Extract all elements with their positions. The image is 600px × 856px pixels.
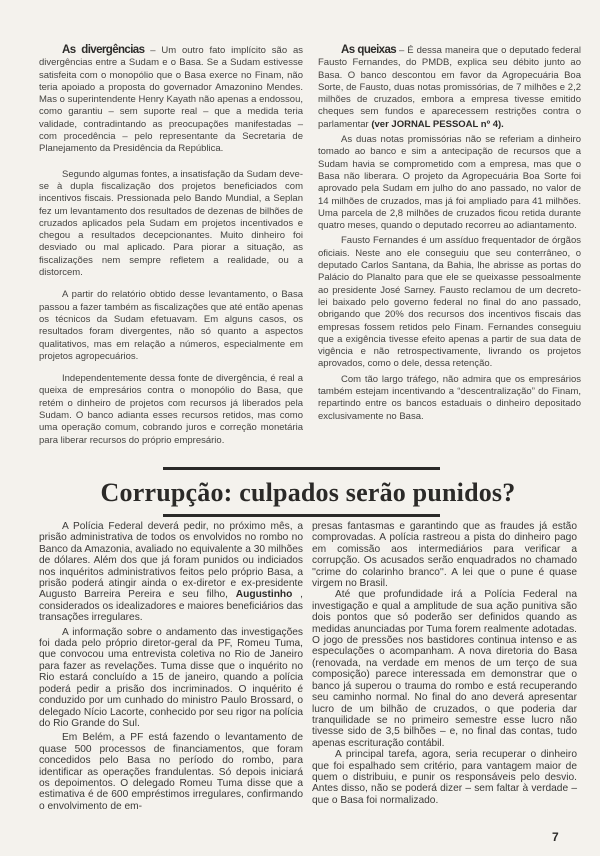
article-title: Corrupção: culpados serão punidos? — [100, 478, 516, 507]
article-column-left — [39, 521, 303, 812]
paragraph-text: , considerados os idealizadores e maiores beneficiários das transações irregulares. — [39, 589, 303, 624]
paragraph: A principal tarefa, agora, seria recuperar o dinheiro que foi espalhado sem critério, para vantagem maior de quem o distribuiu, e punir os responsáveis pelo desvio. Antes disso, não se poderá dizer – sem faltar à verdade – que o Basa foi normalizado. — [312, 749, 577, 806]
paragraph-text: A Polícia Federal deverá pedir, no próximo mês, a prisão administrativa de todos os envolvidos no rombo no Banco da Amazonia, avaliado no equivalente a 30 milhões de dólares. Além dos que já foram punidos ou indiciados nos inquéritos administrativos feitos pelo próprio Basa, a prisão poderá atingir ainda o ex-diretor e ex-presidente Augusto Barreira Pereira e seu filho, — [39, 521, 303, 601]
page-number: 7 — [552, 830, 559, 844]
paragraph: Com tão largo tráfego, não admira que os empresários também estejam incentivando a “descentralização” do Finam, repartindo entre os bancos estaduais o dinheiro depositado exclusivamente no Basa. — [318, 373, 581, 422]
paragraph: Até que profundidade irá a Polícia Federal na investigação e qual a amplitude de sua ação punitiva são dois pontos que só poderão ser definidos quando as medidas anunciadas por Tuma forem realmente adotadas. O jogo de pressões nos bastidores continua intenso e as especulações o acompanham. A nova diretoria do Basa (renovada, na verdade em menos de um terço de sua composição) parece interessada em demonstrar que o banco já superou o trauma do rombo e está recuperando seu caminho normal. No final do ano deverá apresentar lucro de um bilhão de cruzados, o que poderia dar tranquilidade se no primeiro semestre esse lucro não tivesse sido de 3,5 bilhões – e, no final das contas, tudo apenas escrituração contábil. — [312, 589, 577, 749]
section-lead-queixas: As queixas — [341, 44, 397, 56]
divider-rule — [163, 467, 440, 470]
divider-rule — [163, 514, 440, 517]
bold-name: Augustinho — [235, 589, 293, 601]
paragraph: Independentemente dessa fonte de divergência, é real a queixa de empresários contra o monopólio do Basa, que retém o dinheiro de projetos com recursos já liberados pela Sudam. O banco adianta esses recursos retidos, mas como uma operação comum, cobrando juros e correção monetária para liberar recursos do próprio empresário. — [39, 373, 303, 446]
paragraph: Fausto Fernandes é um assíduo frequentador de órgãos oficiais. Neste ano ele conseguiu que seu conterrâneo, o deputado Carlos Santana, da Bahia, lhe abrisse as portas do Palácio do Planalto para que ele se queixasse pessoalmente ao presidente José Sarney. Fausto reclamou de um decreto-lei baixado pelo governo federal no final do ano passado, obrigando que 20% dos recursos dos incentivos fiscais das empresas fossem retidos pelo Finam. Fernandes conseguiu que a exigência tivesse efeito apenas a partir de sua data de vigência e não retrospectivamente, livrando os projetos aprovados, como o dele, dessa retenção. — [318, 235, 581, 370]
paragraph: presas fantasmas e garantindo que as fraudes já estão comprovadas. A polícia rastreou a pista do dinheiro pago em comissão aos intermediários para verificar a corrupção. Os acusados serão enquadrados no chamado ''crime do colarinho branco''. A lei que o pune é quase virgem no Brasil. — [312, 521, 577, 590]
paragraph — [39, 44, 303, 156]
paragraph: A informação sobre o andamento das investigações foi dada pelo próprio diretor-geral da PF, Romeu Tuma, que convocou uma entrevista coletiva no Rio de Janeiro para fazer as revelações. Tuma disse que o inquérito no Rio estará concluído a 15 de janeiro, quando a polícia poderá pedir a prisão dos incriminados. O inquérito é conduzido por um cunhado do ministro Paulo Brossard, o delegado Nício Lacorte, conhecido por seu rigor na polícia do Rio Grande do Sul. — [39, 626, 303, 729]
paragraph — [39, 521, 303, 624]
paragraph: Segundo algumas fontes, a insatisfação da Sudam deve-se à dupla fiscalização dos projetos beneficiados com incentivos fiscais. Pressionada pelo Bando Mundial, a Seplan fez um levantamento dos resultados de dezenas de bilhões de cruzados aplicados pela Sudam em projetos incentivados e chegou a resultados decepcionantes. Muito dinheiro foi desviado ou mal aplicado. Para piorar a situação, as fiscalizações nem sempre refletem a realidade, ou a distorcem. — [39, 168, 303, 279]
reference-note: (ver JORNAL PESSOAL nº 4). — [371, 118, 504, 130]
divergencias-column — [39, 44, 303, 447]
paragraph: A partir do relatório obtido desse levantamento, o Basa passou a fazer também as fiscalizações que até então apenas os técnicos da Sudam efetuavam. Em alguns casos, os resultados foram divergentes, não só quanto a aspectos qualitativos, mas em relação a números, especialmente em projetos agropecuários. — [39, 289, 303, 362]
paragraph: Em Belém, a PF está fazendo o levantamento de quase 500 processos de financiamentos, que foram concedidos pelo Basa no período do rombo, para identificar as operações frandulentas. Só depois iniciará os depoimentos. O delegado Romeu Tuma disse que a estimativa é de 600 empréstimos irregulares, confirmando o envolvimento de em- — [39, 732, 303, 812]
section-lead-divergencias: As divergências — [62, 44, 145, 56]
paragraph-text: – É dessa maneira que o deputado federal Fausto Fernandes, do PMDB, explica seu débito junto ao Basa. O banco descontou em favor da Agropecuária Boa Sorte, de Fausto, duas notas promissórias, de 7 milhões e 2,2 milhões de cruzados, embora a empresa tivesse emitido cheques sem fundos e aparecessem restrições contra o parlamentar — [318, 45, 581, 130]
paragraph — [318, 44, 581, 131]
queixas-column — [318, 44, 581, 423]
article-column-right — [312, 521, 577, 806]
paragraph: As duas notas promissórias não se referiam a dinheiro tomado ao banco e sim a antecipação de recursos que a Sudam havia se comprometido com a empresa, mas que o Basa não liberara. O projeto da Agropecuária Boa Sorte foi aprovado pela Sudam em julho do ano passado, no valor de 14 milhões de cruzados, mas já foi ampliado para 41 milhões. Uma parcela de 2,8 milhões de cruzados ficou retida durante quatro meses, quando o deputado recorreu ao adiantamento. — [318, 134, 581, 232]
paragraph-text: – Um outro fato implícito são as divergências entre a Sudam e o Basa. Se a Sudam estivesse satisfeita com o monopólio que o Basa exerce no Finam, não teria apoiado a proposta do governador Amazonino Mendes. Mas o superintendente Henry Kayath não apenas a endossou, como garantiu – sem suporte real – que a medida teria validade, contradintando as preocupações manifestadas – com procedência – pelo representante da Secretaria de Planejamento da Presidência da República. — [39, 45, 303, 155]
